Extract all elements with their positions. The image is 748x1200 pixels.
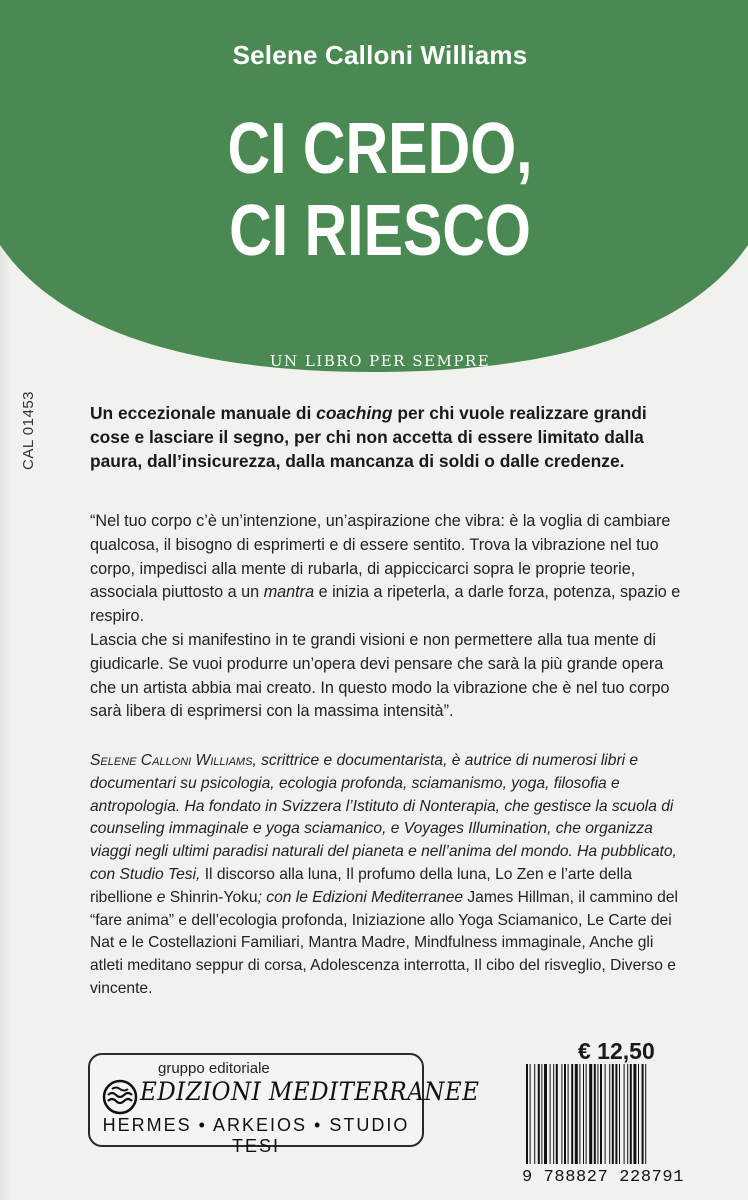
- author-bio: [90, 750, 690, 1001]
- quote-text-b: e inizia a ripeterla, a darle forza, potenza, spazio e respiro.: [90, 583, 681, 626]
- series-label: UN LIBRO PER SEMPRE: [269, 352, 491, 370]
- waves-logo-icon: [102, 1079, 138, 1115]
- publisher-group: gruppo editoriale: [158, 1060, 270, 1077]
- barcode-bar: [538, 1064, 540, 1164]
- blurb-quote: [90, 510, 690, 724]
- publisher-name: EDIZIONI MEDITERRANEE: [140, 1077, 480, 1106]
- lead-text-b: per chi vuole realizzare grandi cose e lasciare il segno, per chi non accetta di essere limitato dalla paura, dall’insicurezza, dalla mancanza di soldi o dalle credenze.: [90, 403, 647, 471]
- barcode-bar: [534, 1064, 535, 1164]
- barcode-bar: [575, 1064, 578, 1164]
- bio-author-name: Selene Calloni Williams: [90, 752, 253, 769]
- barcode-bar: [638, 1064, 639, 1164]
- bio-text-2: ; con le Edizioni Mediterranee: [257, 888, 468, 906]
- barcode-bar: [642, 1064, 644, 1164]
- barcode-bar: [589, 1064, 592, 1164]
- lead-text-a: Un eccezionale manuale di: [90, 403, 317, 423]
- barcode-bar: [564, 1064, 566, 1164]
- barcode-bar: [600, 1064, 602, 1164]
- barcode-bar: [609, 1064, 610, 1164]
- barcode-bar: [526, 1064, 528, 1164]
- barcode-bar: [615, 1064, 617, 1164]
- price: € 12,50: [578, 1038, 655, 1064]
- author-name: Selene Calloni Williams: [232, 40, 528, 70]
- barcode-bar: [556, 1064, 558, 1164]
- barcode-bar: [624, 1064, 625, 1164]
- bio-end: .: [148, 979, 153, 997]
- barcode-bar: [553, 1064, 554, 1164]
- publisher-brands: HERMES • ARKEIOS • STUDIO TESI: [102, 1115, 410, 1156]
- publisher-box: [88, 1053, 480, 1156]
- isbn-number: 9 788827 228791: [522, 1168, 685, 1187]
- bio-text-1: , scrittrice e documentarista, è autrice di numerosi libri e documentari su psicologia, ecologia profonda, sciamanismo, yoga, filosofia e antropologia. Ha fondato in Svizzera l’Istituto di Nonterapia, che gestisce la scuola di counseling immaginale e yoga sciamanico, e Voyages Illumination, che organizza viaggi negli ultimi paradisi naturali del pianeta e nell’anima del mondo. Ha pubblicato, con Studio Tesi,: [90, 752, 677, 883]
- barcode-bar: [627, 1064, 628, 1164]
- bio-books-3: James Hillman, il cammino del “fare anima” e dell’ecologia profonda, Iniziazione allo Yoga Sciamanico, Le Carte dei Nat e le Costellazioni Familiari, Mantra Madre, Mindfulness immaginale, Anche gli atleti meditano seppur di corsa, Adolescenza interrotta, Il cibo del risveglio, Diverso e vincente: [90, 888, 678, 997]
- barcode-bar: [605, 1064, 606, 1164]
- barcode-bar: [633, 1064, 636, 1164]
- quote-paragraph-1: [90, 510, 690, 629]
- bio-conjunction: e: [152, 888, 170, 906]
- barcode-bar: [561, 1064, 562, 1164]
- catalog-code: CAL 01453: [20, 390, 37, 470]
- barcode-bar: [544, 1064, 547, 1164]
- quote-emphasis: mantra: [263, 583, 315, 602]
- barcode-bar: [645, 1064, 646, 1164]
- barcode-bar: [579, 1064, 580, 1164]
- book-title-line1: CI CREDO,: [227, 109, 533, 189]
- quote-text-a: “Nel tuo corpo c’è un’intenzione, un’aspirazione che vibra: è la voglia di cambiare qualcosa, il bisogno di esprimerti e di essere sentito. Trova la vibrazione nel tuo corpo, impedisci alla mente di rubarla, di appiccicarci sopra le proprie teorie, associala piuttosto a un: [90, 512, 671, 602]
- barcode-bar: [619, 1064, 620, 1164]
- barcode-bar: [594, 1064, 596, 1164]
- quote-paragraph-2: Lascia che si manifestino in te grandi visioni e non permettere alla tua mente di giudicarle. Se vuoi produrre un’opera devi pensare che sarà la più grande opera che un artista abbia mai creato. In questo modo la vibrazione che è nel tuo corpo sarà libera di esprimersi con la massima intensità”.: [90, 630, 670, 721]
- bio-books-2: Shinrin-Yoku: [169, 888, 258, 906]
- barcode-bar: [568, 1064, 569, 1164]
- cover-header: [0, 0, 748, 390]
- barcode-bar: [612, 1064, 614, 1164]
- barcode-bar: [597, 1064, 598, 1164]
- barcode-bar: [530, 1064, 531, 1164]
- barcode-bar: [541, 1064, 542, 1164]
- barcode-bar: [586, 1064, 587, 1164]
- barcode-bar: [583, 1064, 584, 1164]
- blurb-lead: [90, 401, 690, 473]
- lead-emphasis: coaching: [316, 403, 393, 423]
- barcode-bar: [630, 1064, 632, 1164]
- bio-books-1: Il discorso alla luna, Il profumo della luna, Lo Zen e l’arte della ribellione: [90, 865, 633, 906]
- barcode-bar: [571, 1064, 573, 1164]
- book-title-line2: CI RIESCO: [229, 191, 531, 271]
- barcode-bar: [550, 1064, 551, 1164]
